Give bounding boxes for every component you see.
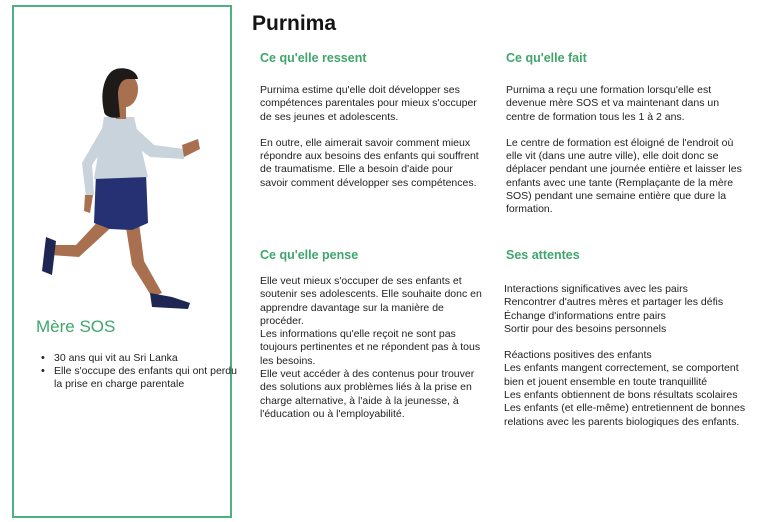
- expectation-item: Les enfants obtiennent de bons résultats scolaires: [504, 389, 738, 402]
- persona-illustration: [24, 65, 224, 315]
- front-hand: [182, 139, 200, 157]
- expectation-item: Rencontrer d'autres mères et partager les défis: [504, 296, 724, 309]
- front-shoe: [150, 293, 190, 309]
- expectation-item: Réactions positives des enfants: [504, 349, 652, 362]
- section-feels-body: [260, 84, 482, 190]
- persona-role: Mère SOS: [36, 317, 116, 336]
- section-does-body: [506, 84, 750, 217]
- expectation-item: Les enfants mangent correctement, se comportent bien et jouent ensemble en toute tranquillité: [504, 362, 739, 388]
- paragraph: En outre, elle aimerait savoir comment mieux répondre aux besoins des enfants qui souffrent de traumatisme. Elle a besoin d'aide pour savoir comment développer ses compétences.: [260, 136, 479, 189]
- section-thinks-body: [260, 275, 485, 421]
- expectation-item: Interactions significatives avec les pairs: [504, 283, 688, 295]
- expectation-item: Échange d'informations entre pairs: [504, 309, 666, 322]
- paragraph: Elle veut accéder à des contenus pour trouver des solutions aux problèmes liés à la prise en charge alternative, à l'aide à la jeunesse, à l'éducation ou à l'employabilité.: [260, 368, 475, 420]
- skirt: [94, 173, 148, 230]
- paragraph: Purnima a reçu une formation lorsqu'elle est devenue mère SOS et va maintenant dans un centre de formation tous les 1 à 2 ans.: [506, 84, 720, 123]
- expectation-item: Sortir pour des besoins personnels: [504, 322, 667, 335]
- paragraph: Le centre de formation est éloigné de l'endroit où elle vit (dans une autre ville), elle doit donc se déplacer pendant une journée entière et laisser les enfants avec une tante (Remplaçante de la mère SOS) pendant une semaine entière que dure la formation.: [506, 136, 742, 216]
- section-thinks-heading: Ce qu'elle pense: [260, 248, 359, 262]
- back-hand: [84, 195, 93, 213]
- persona-name: Purnima: [252, 12, 337, 35]
- section-expects-heading: Ses attentes: [506, 248, 580, 262]
- section-does-heading: Ce qu'elle fait: [506, 51, 587, 65]
- expectation-item: Les enfants (et elle-même) entretiennent de bonnes relations avec les parents biologiques des enfants.: [504, 402, 746, 428]
- paragraph: Purnima estime qu'elle doit développer ses compétences parentales pour mieux s'occuper de ses jeunes et adolescents.: [260, 84, 477, 123]
- persona-card: [12, 5, 237, 518]
- back-shoe: [42, 237, 56, 275]
- section-feels-heading: Ce qu'elle ressent: [260, 51, 367, 65]
- fact-item: • Elle s'occupe des enfants qui ont perdu la prise en charge parentale: [38, 365, 238, 391]
- paragraph: Les informations qu'elle reçoit ne sont pas toujours pertinentes et ne répondent pas à tous les besoins.: [260, 328, 481, 367]
- section-expects-body: [504, 283, 756, 429]
- persona-facts: [38, 352, 238, 391]
- fact-item: • 30 ans qui vit au Sri Lanka: [38, 352, 238, 365]
- paragraph: Elle veut mieux s'occuper de ses enfants et soutenir ses adolescents. Elle souhaite donc en apprendre davantage sur la manière de procéder.: [260, 275, 482, 327]
